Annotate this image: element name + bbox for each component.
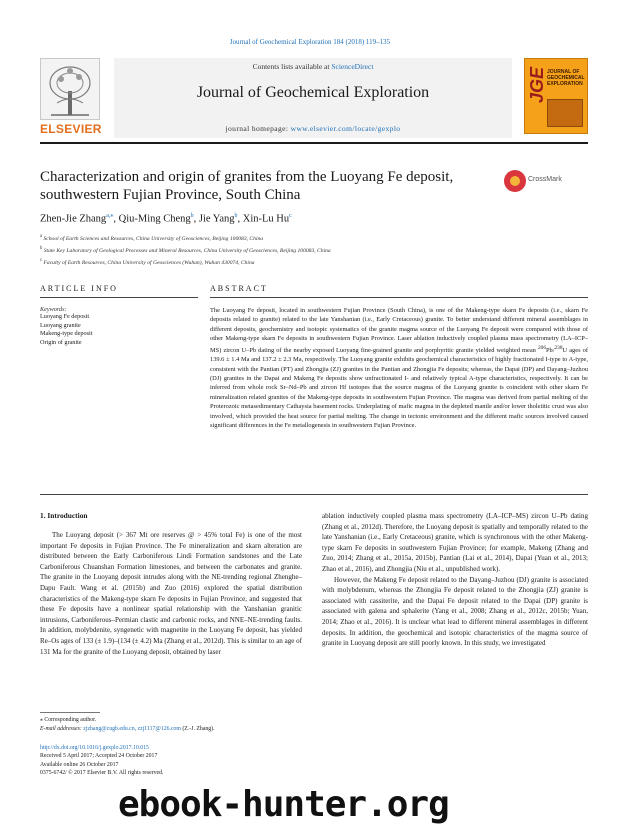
homepage-prefix: journal homepage: <box>225 124 291 133</box>
author-affil-sup[interactable]: b <box>190 213 194 219</box>
masthead-rule <box>40 142 588 144</box>
crossmark-icon <box>504 170 526 192</box>
affiliations <box>40 232 580 268</box>
keyword: Makeng-type deposit <box>40 330 93 338</box>
introduction-heading: 1. Introduction <box>40 511 88 520</box>
contents-prefix: Contents lists available at <box>252 62 332 71</box>
homepage-link[interactable]: www.elsevier.com/locate/gexplo <box>290 124 401 133</box>
journal-reference[interactable]: Journal of Geochemical Exploration 184 (2018) 119–135 <box>229 38 391 46</box>
keywords-block <box>40 306 200 347</box>
title-line-1: Characterization and origin of granites from the Luoyang Fe deposit, <box>40 169 454 185</box>
crossmark-label: CrossMark <box>528 176 562 183</box>
intro-left-column: The Luoyang deposit (> 367 Mt ore reserves @ > 45% total Fe) is one of the most important Fe deposits in Fujian Province. The Fe mineralization and skarn alteration are distributed between the Early Carboniferous Lindi Formation sandstones and the Late Carboniferous Chuanshan Formation limestones, and between the carbonates and granite. The granite in the Luoyang deposit intrudes along with the NE-trending regional Zhenghe–Dapu Fault. Wang et al. (2015b) and Zuo (2016) explored the spatial distribution characteristics of the Makeng-type skarn Fe deposits in Fujian Province, and suggested that these Fe deposits have a nonlinear spatial relationship with the Yanshanian granitic intrusions, Carboniferous–Permian clastic and carbonic rocks, and NNE–NE-trending faults. In addition, molybdenite, syngenetic with magnetite in the Luoyang Fe deposit, has yielded Re–Os ages of 133 (± 1.9)–(134 (± 4.2) Ma (Zhang et al., 2012d). This is similar to an age of 131 Ma for the granite of the Luoyang deposit, obtained by laser <box>40 531 302 656</box>
article-info-heading: ARTICLE INFO <box>40 284 118 293</box>
affiliation: $^a$ School of Earth Sciences and Resources, China University of Geosciences, Beijing 100083, China <box>40 234 264 242</box>
elsevier-wordmark: ELSEVIER <box>40 122 102 136</box>
article-title <box>40 168 490 204</box>
doi-link[interactable]: http://dx.doi.org/10.1016/j.gexplo.2017.10.015 <box>40 745 149 751</box>
keyword: Origin of granite <box>40 338 82 346</box>
article-info-rule <box>40 297 198 298</box>
abstract-bottom-rule <box>40 494 588 495</box>
keywords-label: Keywords: <box>40 306 67 313</box>
masthead-banner <box>114 58 512 138</box>
intro-right-column <box>322 511 588 649</box>
author-affil-sup[interactable]: b <box>234 213 238 219</box>
author-affil-sup[interactable]: a,⁎ <box>106 213 114 219</box>
author-name[interactable]: Zhen-Jie Zhang <box>40 213 107 225</box>
abstract-body: The Luoyang Fe deposit, located in southwestern Fujian Province (South China), is one of the Makeng-type skarn Fe deposits (i.e., skarn Fe deposits related to granite) related to the late Yanshanian (i.e., Early Cretaceous) granite. To better understand different mineral assemblages in different deposits, geochemistry and isotopic systematics of the granite magma source of the Luoyang Fe deposit were compared with those of other Makeng-type skarn Fe deposits in southwestern Fujian Province. Laser ablation inductively coupled plasma mass spectrometry (LA–ICP–MS) zircon U–Pb dating of the nearby exposed Luoyang fine-grained granite and porphyritic granite yielded weighted mean $^{206}$Pb/$^{238}$U ages of 139.6 ± 1.4 Ma and 137.2 ± 2.3 Ma, respectively. The Luoyang granite exhibits geochemical characteristics of highly fractionated I-type to A-type, consistent with the Pantian (PT) and Zhongjia (ZJ) granites in the Pantian and Zhongjia Fe deposits; whereas, the Dapai (DP) and Dayang–Juzhou (DJ) granites in the Dapai and Makeng Fe deposits show unfractionated I- and relatively typical A-type characteristics, respectively. It can be inferred from whole rock Sr–Nd–Pb and zircon Hf isotopes that the source magma of the Luoyang granite is coincident with other skarn Fe mineralization related granites of the Makeng-type deposits in southwestern Fujian Province. The magma was derived from partial melting of the Proterozoic metasedimentary Cathaysia basement rocks. Underplating of mafic magma in the depleted mantle and/or lower tholeiitic crust was also involved, which provided the heat source for partial melting. The change in tectonic environment and the different mafic sources involved caused significant differences in the Fe metallogenesis in southwestern Fujian Province. <box>210 307 588 429</box>
elsevier-tree-icon <box>40 58 100 120</box>
homepage-line <box>114 124 512 133</box>
footnote-rule <box>40 712 100 713</box>
copyright-line: 0375-6742/ © 2017 Elsevier B.V. All rights reserved. <box>40 770 164 777</box>
crossmark-button[interactable] <box>504 170 588 194</box>
intro-paragraph: ablation inductively coupled plasma mass spectrometry (LA–ICP–MS) zircon U–Pb dating (Zhang et al., 2012d). Therefore, the Luoyang deposit is spatially and temporally related to the late Yanshanian (i.e., Early Cretaceous) granite, which is synchronous with the other Makeng-type skarn Fe deposits in southwestern Fujian Province; for example, Makeng (Zhang and Zuo, 2014; Zhang et al., 2015a, 2015b), Pantian (Lai et al., 2014), Dapai (Yuan et al., 2013; Zhao et al., 2016), and Zhongjia (Niu et al., unpublished work). <box>322 512 588 573</box>
publication-info <box>40 744 300 778</box>
masthead <box>40 58 588 138</box>
corresponding-author-note: ⁎ Corresponding author. <box>40 717 97 723</box>
keyword: Luoyang Fe deposit <box>40 313 90 320</box>
cover-title: JOURNAL OF GEOCHEMICAL EXPLORATION <box>547 69 585 87</box>
abstract-heading: ABSTRACT <box>210 284 268 293</box>
sciencedirect-link[interactable]: ScienceDirect <box>331 62 374 71</box>
affiliation: $^c$ Faculty of Earth Resources, China University of Geosciences (Wuhan), Wuhan 430074, China <box>40 257 255 266</box>
abstract-rule <box>210 297 588 298</box>
author-name[interactable]: Qiu-Ming Cheng <box>118 213 191 225</box>
cover-letters: JGE <box>527 67 547 104</box>
author-list: Zhen-Jie Zhang$^{a,⁎}$, Qiu-Ming Cheng$^b$, Jie Yang$^b$, Xin-Lu Hu$^c$ <box>40 213 292 225</box>
affiliation: $^b$ State Key Laboratory of Geological Processes and Mineral Resources, China University of Geosciences, Beijing 100083, China <box>40 245 331 254</box>
watermark-text: ebook-hunter.org <box>118 784 449 825</box>
author-name[interactable]: Xin-Lu Hu <box>242 213 290 225</box>
cover-image <box>547 99 583 127</box>
journal-cover[interactable] <box>524 58 588 134</box>
available-line: Available online 26 October 2017 <box>40 761 119 768</box>
footnotes <box>40 716 440 733</box>
contents-line <box>114 62 512 71</box>
elsevier-logo <box>40 58 102 136</box>
email-line: E-mail addresses: zjzhang@cugb.edu.cn, zzj1117@126.com (Z.-J. Zhang). <box>40 725 215 732</box>
intro-paragraph: However, the Makeng Fe deposit related to the Dayang–Juzhou (DJ) granite is associated with molybdenum, whereas the Zhongjia Fe deposit related to the Zhongjia (ZJ) granite is associated with cassiterite, and the Dapai Fe deposit related to the Dapai (DP) granite is associated with galena and sphalerite (Yang et al., 2008; Zhang et al., 2012c, 2015b; Yuan, 2014; Zhao et al., 2016). It is unclear what lead to different mineral assemblages in different deposits. In addition, the geochemical and isotopic characteristics of the magma source of granite in Luoyang deposit are still poorly known. In this study, we investigated <box>322 575 588 648</box>
journal-name: Journal of Geochemical Exploration <box>196 84 430 101</box>
keyword: Luoyang granite <box>40 321 81 329</box>
author-name[interactable]: Jie Yang <box>198 213 235 225</box>
email-links[interactable]: zjzhang@cugb.edu.cn, zzj1117@126.com <box>83 725 181 732</box>
title-line-2: southwestern Fujian Province, South China <box>40 187 301 203</box>
author-affil-sup[interactable]: c <box>289 213 292 219</box>
received-line: Received 5 April 2017; Accepted 24 October 2017 <box>40 753 158 760</box>
